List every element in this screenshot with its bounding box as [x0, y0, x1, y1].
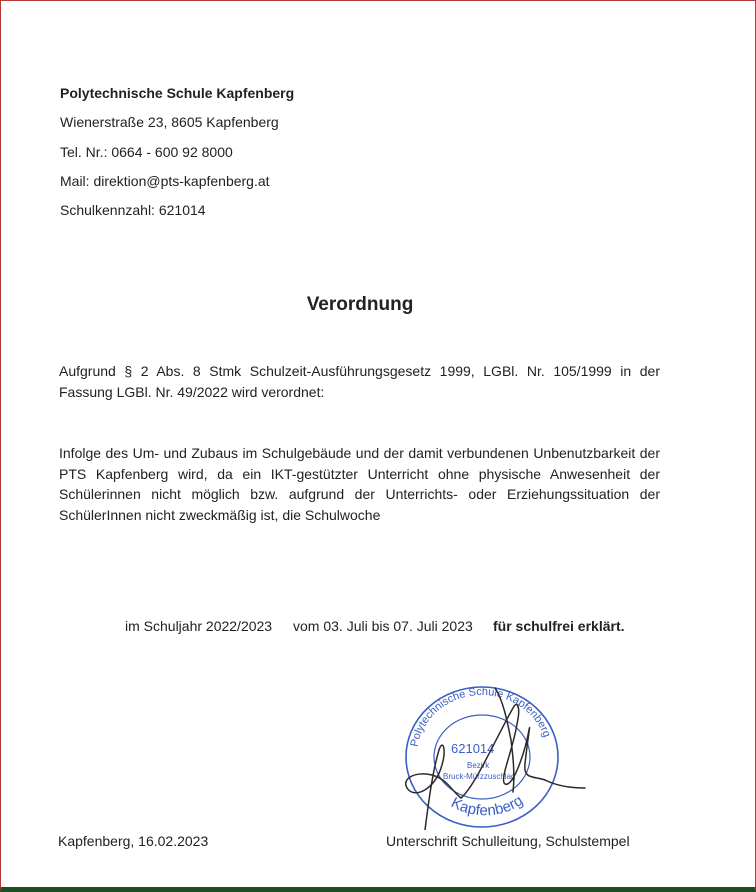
- stamp-inner-ring: [434, 715, 530, 799]
- school-stamp: [395, 680, 595, 830]
- reason-paragraph: Infolge des Um- und Zubaus im Schulgebäude und der damit verbundenen Unbenutzbarkeit der PTS Kapfenberg wird, da ein IKT-gestützter Unterricht ohne physische Anwesenheit der Schülerinnen nicht möglich bzw. aufgrund der Unterrichts- oder Erziehungssituation der SchülerInnen nicht zweckmäßig ist, die Schulwoche: [59, 445, 660, 523]
- school-year: im Schuljahr 2022/2023: [125, 618, 273, 634]
- stamp-district-name: Bruck-Mürzzuschlag: [443, 772, 516, 781]
- document-title: Verordnung: [306, 294, 414, 315]
- school-id: Schulkennzahl: 621014: [60, 202, 206, 218]
- decision-text: für schulfrei erklärt.: [493, 618, 625, 634]
- legal-basis-paragraph: Aufgrund § 2 Abs. 8 Stmk Schulzeit-Ausführungsgesetz 1999, LGBl. Nr. 105/1999 in der Fassung LGBl. Nr. 49/2022 wird verordnet:: [59, 363, 660, 400]
- school-mail: Mail: direktion@pts-kapfenberg.at: [60, 173, 270, 189]
- school-address: Wienerstraße 23, 8605 Kapfenberg: [60, 114, 279, 130]
- stamp-bottom-text: Kapfenberg: [448, 792, 527, 820]
- school-name: Polytechnische Schule Kapfenberg: [60, 85, 295, 101]
- school-phone: Tel. Nr.: 0664 - 600 92 8000: [60, 144, 233, 160]
- holiday-period: vom 03. Juli bis 07. Juli 2023: [293, 618, 473, 634]
- stamp-number: 621014: [451, 741, 495, 756]
- stamp-ring-text: Polytechnische Schule Kapfenberg: [408, 685, 553, 748]
- stamp-district-label: Bezirk: [467, 761, 490, 770]
- signature-label: Unterschrift Schulleitung, Schulstempel: [386, 833, 630, 849]
- place-date: Kapfenberg, 16.02.2023: [58, 833, 209, 849]
